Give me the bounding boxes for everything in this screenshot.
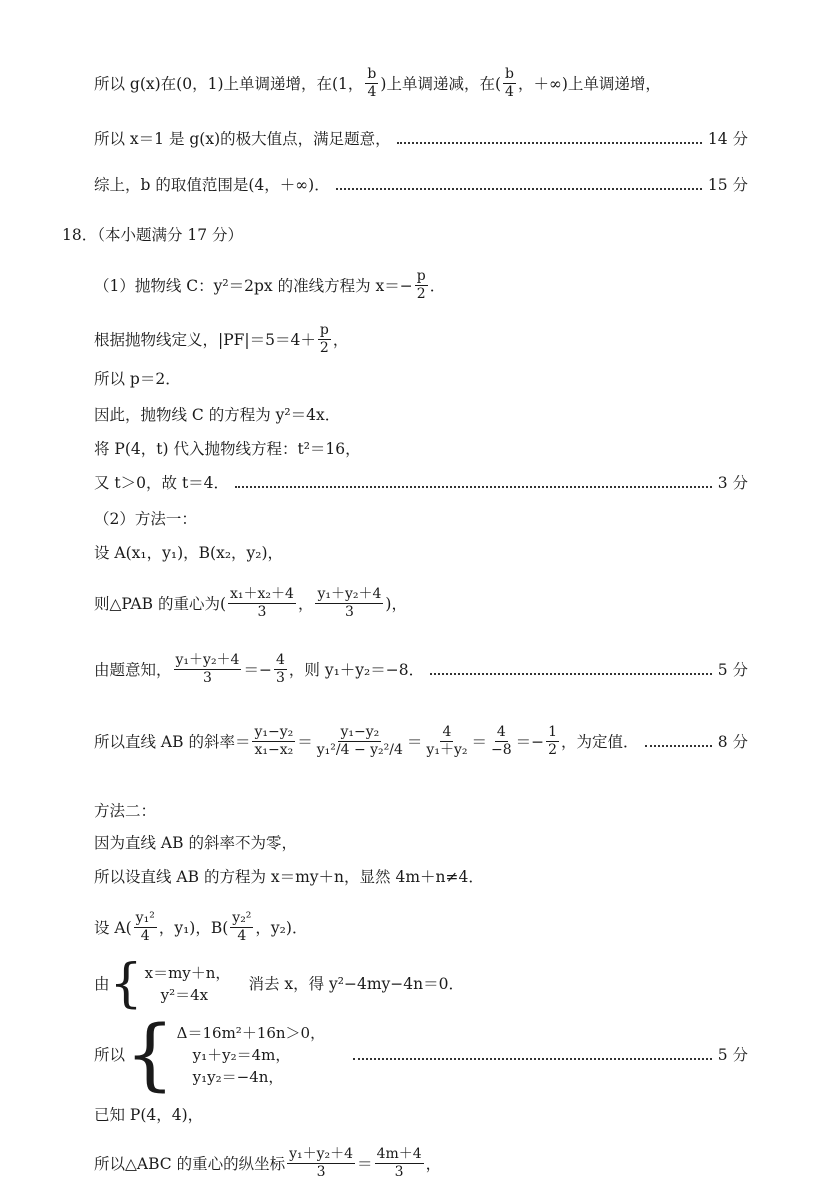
text: ， [332,330,349,349]
score: 8 分 [717,732,748,751]
text: 由 [94,975,110,993]
line-t-value [94,472,748,494]
line-set-points [94,542,283,564]
text: 将 P(4，t) 代入抛物线方程：t²＝16， [94,440,361,458]
text: ，＋∞)上单调递增， [517,74,661,93]
text: ＝ [297,732,313,751]
fraction: $\frac{4}{-8}$ [490,724,512,758]
line-line-equation [94,866,484,888]
text: 所以 [94,1046,126,1064]
brace-symbol: { [109,954,143,1014]
text: ＝ [357,1154,373,1173]
score: 3 分 [717,474,748,492]
fraction: $\frac{\text{y₂²}}{4}$ [232,910,252,944]
score: 5 分 [717,660,748,679]
heading-text: 18．（本小题满分 17 分） [62,226,244,244]
fraction: $\frac{\text{y₁−y₂}}{\text{x₁−x₂}}$ [254,724,294,758]
line-monotonicity [94,66,661,101]
equation-system [177,1022,325,1088]
line-centroid [94,586,407,621]
dot-leader [645,745,712,747]
text: ，y₂)． [255,918,308,937]
text: ，为定值． [561,732,639,751]
text: 消去 x，得 y²−4my−4n＝0． [248,975,464,993]
method-one-title [94,508,197,530]
fraction: $\frac{1}{2}$ [548,724,558,758]
text: ， [297,594,314,613]
equation-system [145,962,231,1006]
fraction: $\frac{\text{x₁＋x₂＋4}}{3}$ [230,586,294,620]
text: 则△PAB 的重心为( [94,594,226,613]
equation: y₁y₂＝−4n， [192,1068,284,1086]
score: 5 分 [717,1046,748,1064]
line-definition [94,322,348,357]
text: 又 t＞0，故 t＝4． [94,474,230,492]
fraction: $\frac{\text{y₁−y₂}}{\text{y₁²/4 − y₂²/4}}$ [316,724,403,758]
line-conclusion [94,174,748,196]
brace-symbol: { [125,1010,175,1100]
text: 根据抛物线定义，|PF|＝5＝4＋ [94,330,316,349]
score: 15 分 [707,176,748,194]
fraction: $\frac{4m+4}{3}$ [376,1146,422,1180]
text: 所以 g(x)在(0，1)上单调递增，在(1， [94,74,364,93]
line-parabola-equation [94,404,340,426]
line-slope [94,724,748,759]
equation: Δ＝16m²＋16n＞0， [176,1024,326,1042]
text: 因为直线 AB 的斜率不为零， [94,834,297,852]
question-heading [62,224,243,246]
text: 因此，抛物线 C 的方程为 y²＝4x． [94,406,341,424]
line-system [94,954,464,1014]
text: 所以直线 AB 的斜率＝ [94,732,251,751]
text: （1）抛物线 C：y²＝2px 的准线方程为 x＝− [94,276,413,295]
equation: y²＝4x [160,986,209,1004]
text: ，y₁)，B( [158,918,229,937]
text: ． [429,276,446,295]
equation: x＝my＋n， [144,964,231,982]
fraction: $\frac{b}{4}$ [367,66,377,100]
line-nonzero-slope [94,832,297,854]
text: )， [385,594,407,613]
text: ，则 y₁＋y₂＝−8． [288,660,425,679]
method-two-title [94,800,156,822]
line-p-value [94,368,181,390]
fraction: $\frac{4}{3}$ [275,652,285,686]
line-centroid-y [94,1146,441,1181]
line-directrix [94,268,445,303]
dot-leader [397,142,702,144]
fraction: $\frac{p}{2}$ [319,322,329,356]
fraction: $\frac{4}{\text{y₁＋y₂}}$ [426,724,468,758]
text: 方法二： [94,802,157,820]
text: 综上，b 的取值范围是(4，＋∞)． [94,176,330,194]
text: 所以 p＝2． [94,370,181,388]
text: )上单调递减，在( [380,74,501,93]
text: 所以△ABC 的重心的纵坐标 [94,1154,286,1173]
fraction: $\frac{\text{y₁²}}{4}$ [135,910,155,944]
line-max-point [94,128,748,150]
text: 设 A(x₁，y₁)，B(x₂，y₂)， [94,544,284,562]
line-vieta [94,1010,748,1100]
dot-leader [430,673,712,675]
text: 设 A( [94,918,132,937]
line-known-point [94,1104,203,1126]
fraction: $\frac{\text{y₁＋y₂＋4}}{3}$ [289,1146,354,1180]
text: 由题意知， [94,660,172,679]
fraction: $\frac{\text{y₁＋y₂＋4}}{3}$ [317,586,382,620]
fraction: $\frac{b}{4}$ [505,66,514,100]
text: ＝ [471,732,487,751]
text: ＝− [515,732,545,751]
line-set-points-2 [94,910,307,945]
dot-leader [336,188,702,190]
fraction: $\frac{p}{2}$ [416,268,426,302]
equation: y₁＋y₂＝4m， [192,1046,291,1064]
fraction: $\frac{\text{y₁＋y₂＋4}}{3}$ [175,652,240,686]
dot-leader [353,1058,712,1060]
line-substitute [94,438,361,460]
score: 14 分 [707,130,748,148]
line-sum-y [94,652,748,687]
text: 已知 P(4，4)， [94,1106,204,1124]
dot-leader [235,486,712,488]
text: ＝ [406,732,423,751]
text: ＝− [243,660,272,679]
text: 所以 x＝1 是 g(x)的极大值点，满足题意， [94,130,391,148]
text: ， [425,1154,442,1173]
text: 所以设直线 AB 的方程为 x＝my＋n，显然 4m＋n≠4． [94,868,484,886]
text: （2）方法一： [94,510,197,528]
